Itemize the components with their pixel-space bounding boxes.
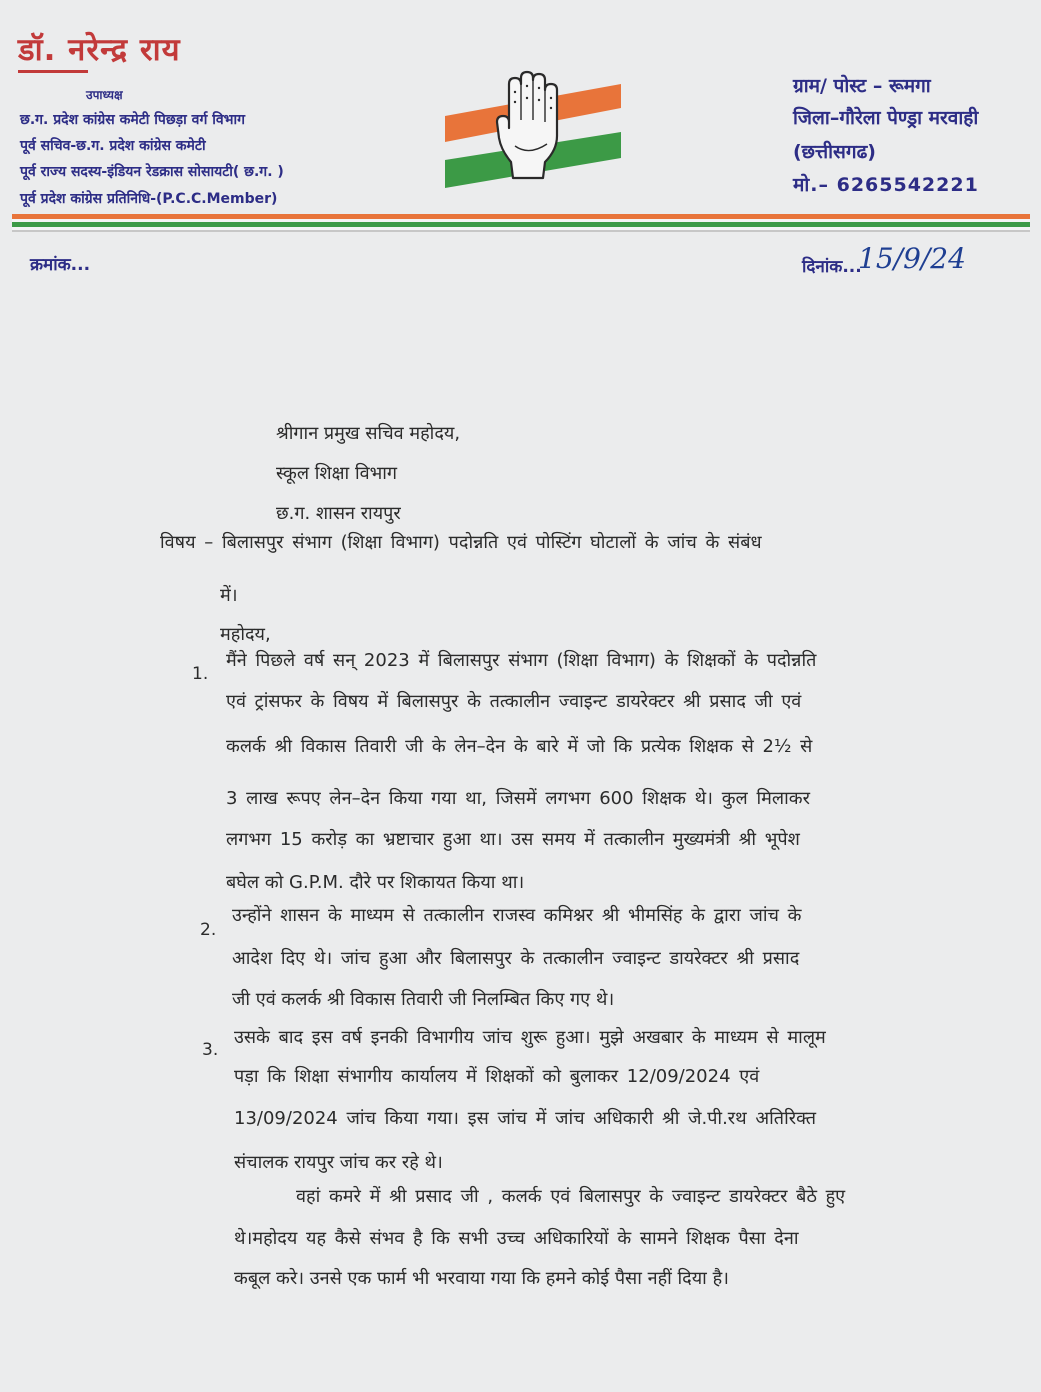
paragraph-line: उसके बाद इस वर्ष इनकी विभागीय जांच शुरू हुआ। मुझे अखबार के माध्यम से मालूम xyxy=(234,1027,826,1048)
paragraph-line: जी एवं कलर्क श्री विकास तिवारी जी निलम्बित किए गए थे। xyxy=(232,989,615,1010)
subject-line: में। xyxy=(220,585,238,606)
salutation: महोदय, xyxy=(220,624,271,645)
paragraph-line: संचालक रायपुर जांच कर रहे थे। xyxy=(234,1152,443,1173)
letterhead-name: डॉ. नरेन्द्र राय xyxy=(18,32,181,68)
paragraph-number: 2. xyxy=(200,920,217,940)
paragraph-number: 3. xyxy=(202,1040,219,1060)
subject-line: विषय – बिलासपुर संभाग (शिक्षा विभाग) पदोन्नति एवं पोस्टिंग घोटालों के जांच के संबंध xyxy=(160,532,762,553)
paragraph-line: थे।महोदय यह कैसे संभव है कि सभी उच्च अधिकारियों के सामने शिक्षक पैसा देना xyxy=(234,1228,799,1249)
letterhead-line: छ.ग. प्रदेश कांग्रेस कमेटी पिछड़ा वर्ग विभाग xyxy=(20,112,245,128)
reference-number-label: क्रमांक... xyxy=(30,255,91,275)
address-state: (छत्तीसगढ) xyxy=(793,141,876,163)
addressee-line: श्रीगान प्रमुख सचिव महोदय, xyxy=(276,423,461,444)
tricolour-rule xyxy=(12,214,1030,236)
paragraph-line: उन्होंने शासन के माध्यम से तत्कालीन राजस्व कमिश्नर श्री भीमसिंह के द्वारा जांच के xyxy=(232,905,802,926)
mobile-number: मो.– 6265542221 xyxy=(793,174,979,196)
address-district: जिला–गौरेला पेण्ड्रा मरवाही xyxy=(793,107,979,129)
letterhead-name-underline xyxy=(18,70,88,73)
paragraph-line: पड़ा कि शिक्षा संभागीय कार्यालय में शिक्षकों को बुलाकर 12/09/2024 एवं xyxy=(234,1066,760,1087)
paragraph-line: आदेश दिए थे। जांच हुआ और बिलासपुर के तत्कालीन ज्वाइन्ट डायरेक्टर श्री प्रसाद xyxy=(232,948,800,969)
paragraph-line: मैंने पिछले वर्ष सन् 2023 में बिलासपुर संभाग (शिक्षा विभाग) के शिक्षकों के पदोन्नति xyxy=(226,650,817,671)
paragraph-line: वहां कमरे में श्री प्रसाद जी , कलर्क एवं बिलासपुर के ज्वाइन्ट डायरेक्टर बैठे हुए xyxy=(296,1186,846,1207)
addressee-line: स्कूल शिक्षा विभाग xyxy=(276,463,398,484)
address-village: ग्राम/ पोस्ट – रूमगा xyxy=(793,75,931,97)
letterhead-line: पूर्व राज्य सदस्य-इंडियन रेडक्रास सोसायटी( छ.ग. ) xyxy=(20,164,284,180)
letterhead-line: पूर्व सचिव-छ.ग. प्रदेश कांग्रेस कमेटी xyxy=(20,138,206,154)
paragraph-line: कलर्क श्री विकास तिवारी जी के लेन–देन के बारे में जो कि प्रत्येक शिक्षक से 2½ से xyxy=(226,736,813,757)
letterhead-line: पूर्व प्रदेश कांग्रेस प्रतिनिधि-(P.C.C.Member) xyxy=(20,191,278,207)
addressee-line: छ.ग. शासन रायपुर xyxy=(276,503,401,524)
paragraph-line: एवं ट्रांसफर के विषय में बिलासपुर के तत्कालीन ज्वाइन्ट डायरेक्टर श्री प्रसाद जी एवं xyxy=(226,691,802,712)
party-hand-logo xyxy=(443,70,623,190)
letterhead-designation: उपाध्यक्ष xyxy=(86,88,123,102)
handwritten-date: 15/9/24 xyxy=(858,242,966,275)
paragraph-line: कबूल करे। उनसे एक फार्म भी भरवाया गया कि हमने कोई पैसा नहीं दिया है। xyxy=(234,1268,729,1289)
paragraph-line: लगभग 15 करोड़ का भ्रष्टाचार हुआ था। उस समय में तत्कालीन मुख्यमंत्री श्री भूपेश xyxy=(226,829,800,850)
paragraph-line: बघेल को G.P.M. दौरे पर शिकायत किया था। xyxy=(226,872,525,893)
date-label: दिनांक... xyxy=(802,257,862,277)
paragraph-line: 3 लाख रूपए लेन–देन किया गया था, जिसमें लगभग 600 शिक्षक थे। कुल मिलाकर xyxy=(226,788,810,809)
paragraph-number: 1. xyxy=(192,664,209,684)
paragraph-line: 13/09/2024 जांच किया गया। इस जांच में जांच अधिकारी श्री जे.पी.रथ अतिरिक्त xyxy=(234,1108,816,1129)
